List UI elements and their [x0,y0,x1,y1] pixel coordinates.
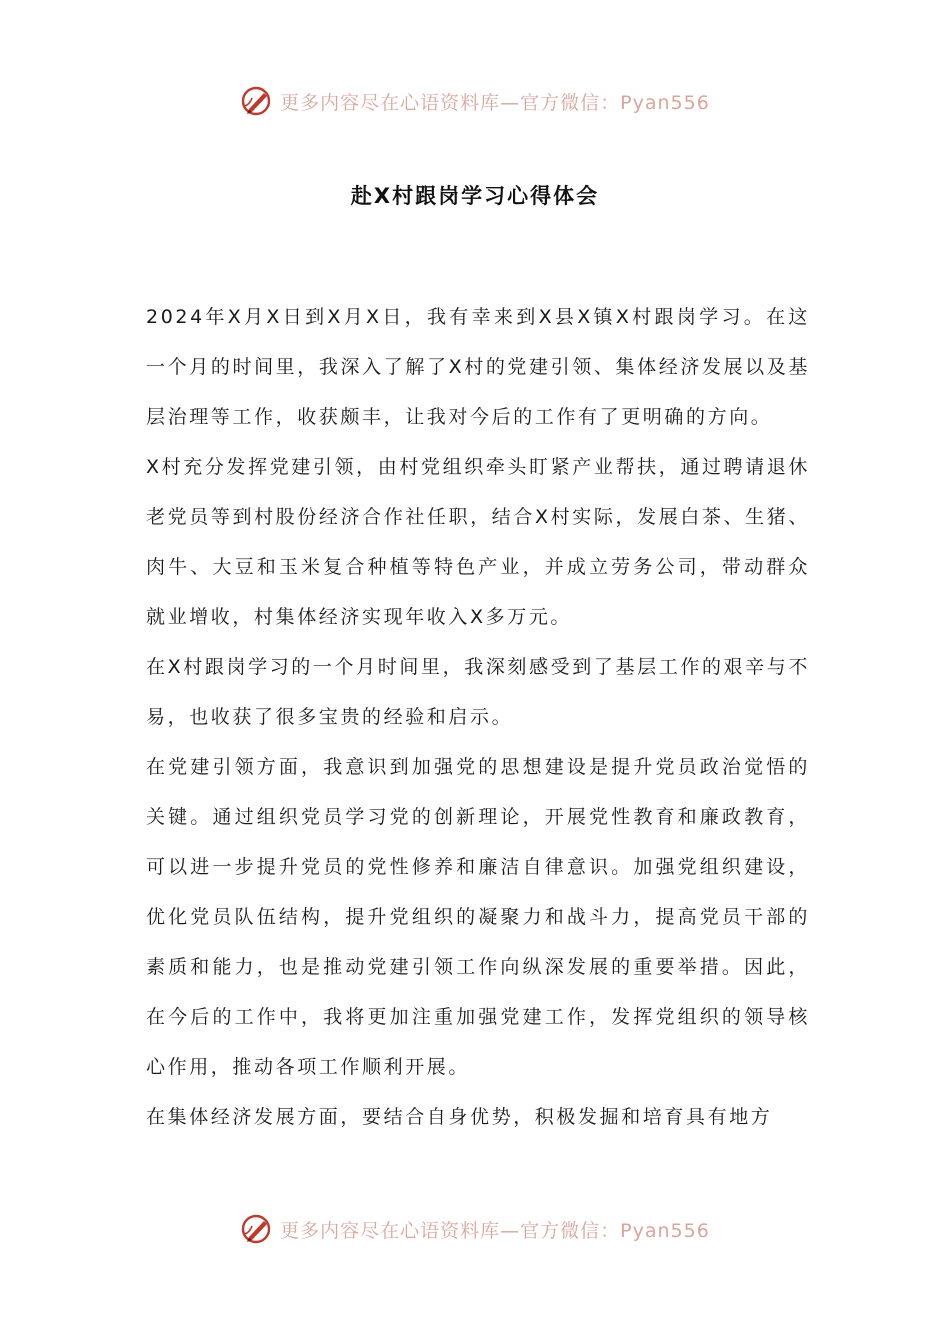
pen-logo-icon [240,84,274,118]
document-title: 赴X村跟岗学习心得体会 [350,184,600,208]
paragraph-2: X村充分发挥党建引领，由村党组织牵头盯紧产业帮扶，通过聘请退休老党员等到村股份经济合作社任职，结合X村实际，发展白茶、生猪、肉牛、大豆和玉米复合种植等特色产业，并成立劳务公司，带动群众就业增收，村集体经济实现年收入X多万元。 [146,456,810,628]
paragraph-5: 在集体经济发展方面，要结合自身优势，积极发掘和培育具有地方 [146,1106,773,1128]
watermark-text: 更多内容尽在心语资料库—官方微信：Pyan556 [280,1219,710,1242]
paragraph-4: 在党建引领方面，我意识到加强党的思想建设是提升党员政治觉悟的关键。通过组织党员学习党的创新理论，开展党性教育和廉政教育，可以进一步提升党员的党性修养和廉洁自律意识。加强党组织建设，优化党员队伍结构，提升党组织的凝聚力和战斗力，提高党员干部的素质和能力，也是推动党建引领工作向纵深发展的重要举措。因此，在今后的工作中，我将更加注重加强党建工作，发挥党组织的领导核心作用，推动各项工作顺利开展。 [146,756,810,1078]
watermark-text: 更多内容尽在心语资料库—官方微信：Pyan556 [280,91,710,114]
pen-logo-icon [240,1212,274,1246]
header-watermark [0,84,950,118]
paragraph-1: 2024年X月X日到X月X日，我有幸来到X县X镇X村跟岗学习。在这一个月的时间里，我深入了解了X村的党建引领、集体经济发展以及基层治理等工作，收获颇丰，让我对今后的工作有了更明确的方向。 [146,306,810,428]
footer-watermark [0,1212,950,1246]
document-body [146,292,810,1142]
paragraph-3: 在X村跟岗学习的一个月时间里，我深刻感受到了基层工作的艰辛与不易，也收获了很多宝贵的经验和启示。 [146,656,810,728]
